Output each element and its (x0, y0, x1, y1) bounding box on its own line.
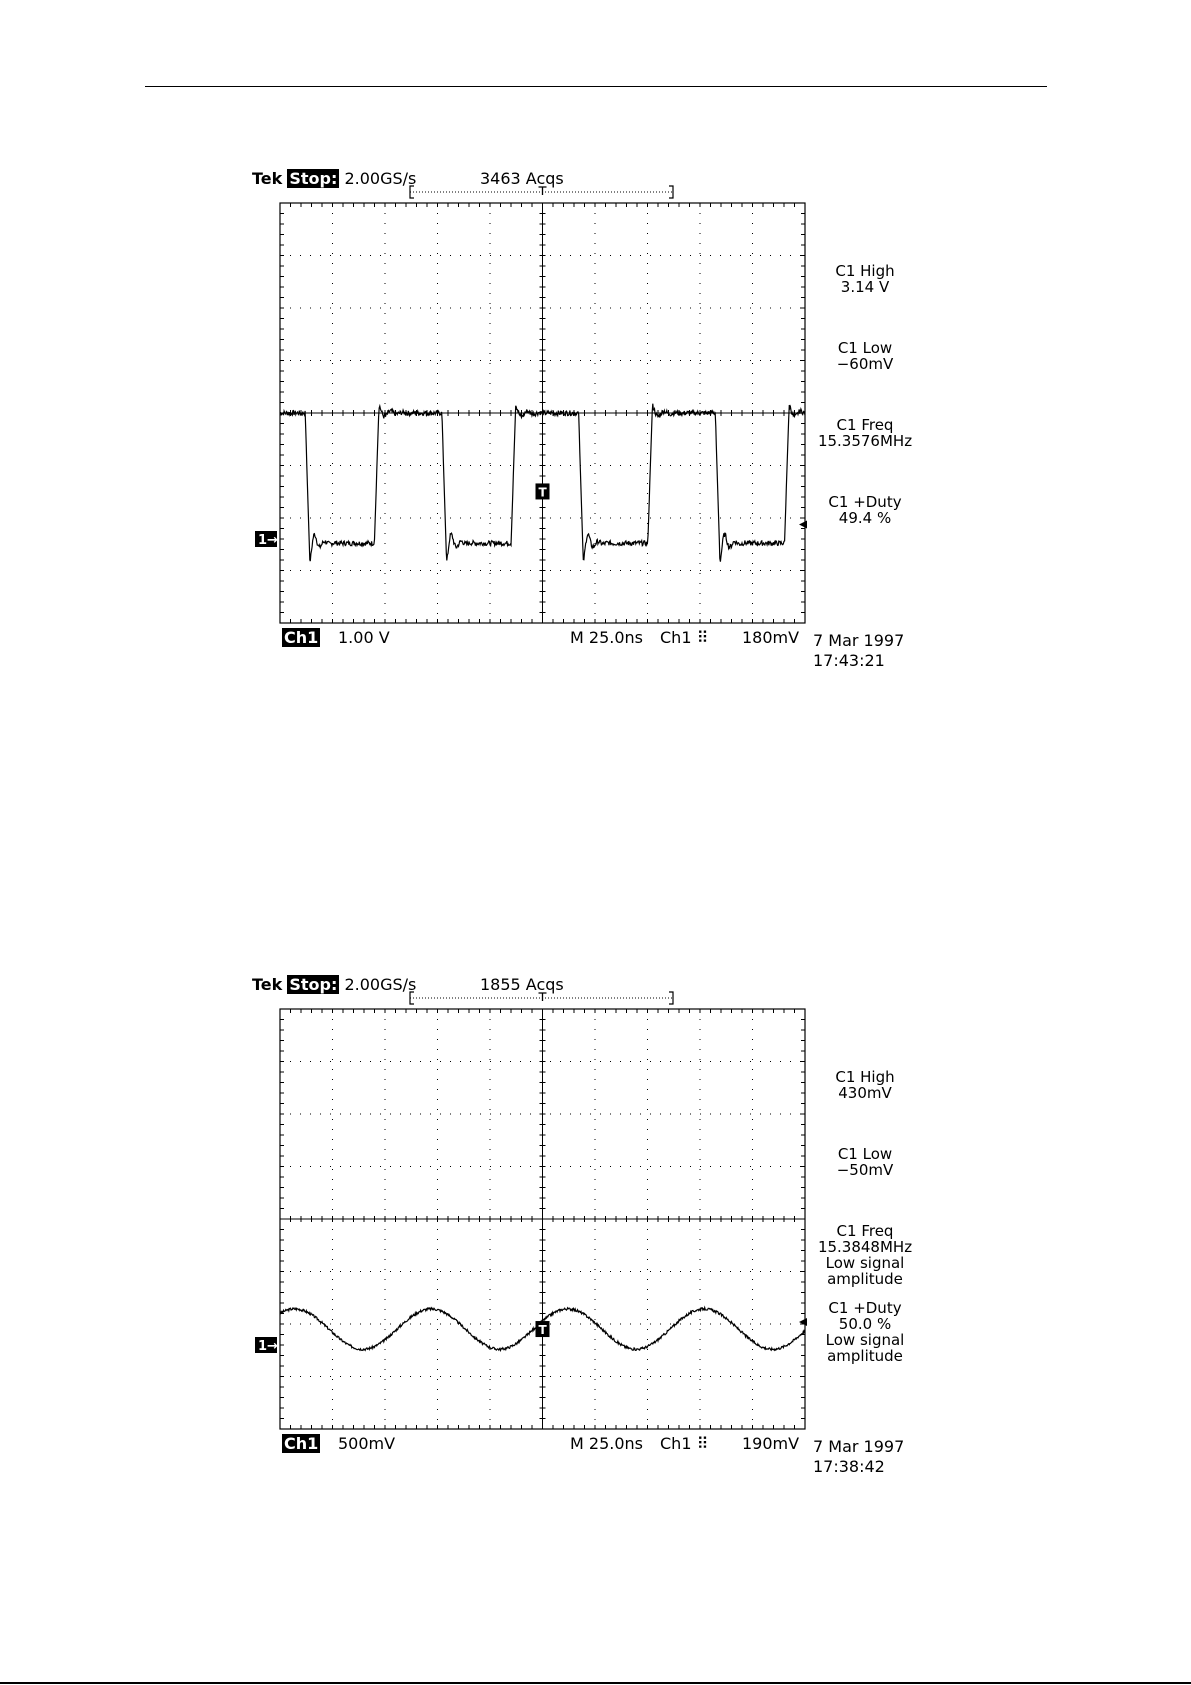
measurement-label: C1 +Duty (828, 1299, 902, 1317)
timebase: M 25.0ns (570, 1434, 643, 1453)
rising-edge-icon: ⠿ (696, 628, 709, 647)
sample-rate: 2.00GS/s (344, 975, 417, 994)
trigger-point-text: T (538, 485, 547, 500)
trigger-position-marker (539, 187, 547, 195)
acqs-count: 3463 Acqs (480, 169, 564, 188)
brand-label: Tek (252, 169, 283, 188)
mode-badge: Stop: (289, 975, 338, 994)
trigger-position-marker (539, 993, 547, 1001)
oscilloscope-capture-1 (250, 165, 930, 685)
measurement-freq (805, 1223, 925, 1287)
acqs-count: 1855 Acqs (480, 975, 564, 994)
capture-date: 7 Mar 1997 (813, 1437, 905, 1456)
ground-marker-text: 1→ (258, 1339, 278, 1354)
measurement-value: 49.4 % (838, 509, 892, 527)
measurement-label: C1 Low (837, 1145, 893, 1163)
brand-label: Tek (252, 975, 283, 994)
channel-label (282, 1436, 320, 1452)
trigger-channel-label: Ch1 (660, 628, 692, 647)
trigger-channel (660, 1436, 708, 1452)
channel-ground-marker (255, 531, 278, 548)
header-rule (145, 86, 1047, 87)
vertical-scale: 500mV (338, 1434, 396, 1453)
measurement-value: 430mV (838, 1084, 892, 1102)
trigger-level: 190mV (742, 1434, 800, 1453)
measurement-label: C1 Freq (836, 416, 894, 434)
measurement-value: 3.14 V (840, 278, 890, 296)
measurement-value: −60mV (836, 355, 894, 373)
measurement-label: C1 High (835, 1068, 895, 1086)
capture-date: 7 Mar 1997 (813, 631, 905, 650)
measurement-high (805, 263, 925, 295)
rising-edge-icon: ⠿ (696, 1434, 709, 1453)
timebase: M 25.0ns (570, 628, 643, 647)
channel-badge: Ch1 (284, 1434, 319, 1453)
measurement-value: 50.0 % (838, 1315, 892, 1333)
measurement-label: C1 Low (837, 339, 893, 357)
measurement-high (805, 1069, 925, 1101)
measurement-note: Low signal amplitude (825, 1254, 905, 1288)
measurement-low (805, 1146, 925, 1178)
measurement-label: C1 +Duty (828, 493, 902, 511)
ground-marker-text: 1→ (258, 533, 278, 548)
trigger-level: 180mV (742, 628, 800, 647)
measurement-low (805, 340, 925, 372)
channel-badge: Ch1 (284, 628, 319, 647)
measurement-label: C1 Freq (836, 1222, 894, 1240)
sample-rate: 2.00GS/s (344, 169, 417, 188)
trigger-point-marker (536, 483, 550, 499)
channel-ground-marker (255, 1337, 278, 1354)
oscilloscope-capture-2 (250, 971, 930, 1491)
capture-time: 17:43:21 (813, 651, 885, 670)
measurement-value: 15.3848MHz (817, 1238, 913, 1256)
footer-rule (0, 1682, 1191, 1684)
measurement-duty (805, 1300, 925, 1364)
trigger-point-text: T (538, 1323, 547, 1338)
measurement-label: C1 High (835, 262, 895, 280)
vertical-scale: 1.00 V (338, 628, 390, 647)
measurement-duty (805, 494, 925, 526)
capture-time: 17:38:42 (813, 1457, 885, 1476)
channel-label (282, 630, 320, 646)
measurement-freq (805, 417, 925, 449)
measurement-value: 15.3576MHz (817, 432, 913, 450)
mode-badge: Stop: (289, 169, 338, 188)
trigger-point-marker (536, 1321, 550, 1337)
trigger-channel (660, 630, 708, 646)
measurement-note: Low signal amplitude (825, 1331, 905, 1365)
measurement-value: −50mV (836, 1161, 894, 1179)
trigger-channel-label: Ch1 (660, 1434, 692, 1453)
